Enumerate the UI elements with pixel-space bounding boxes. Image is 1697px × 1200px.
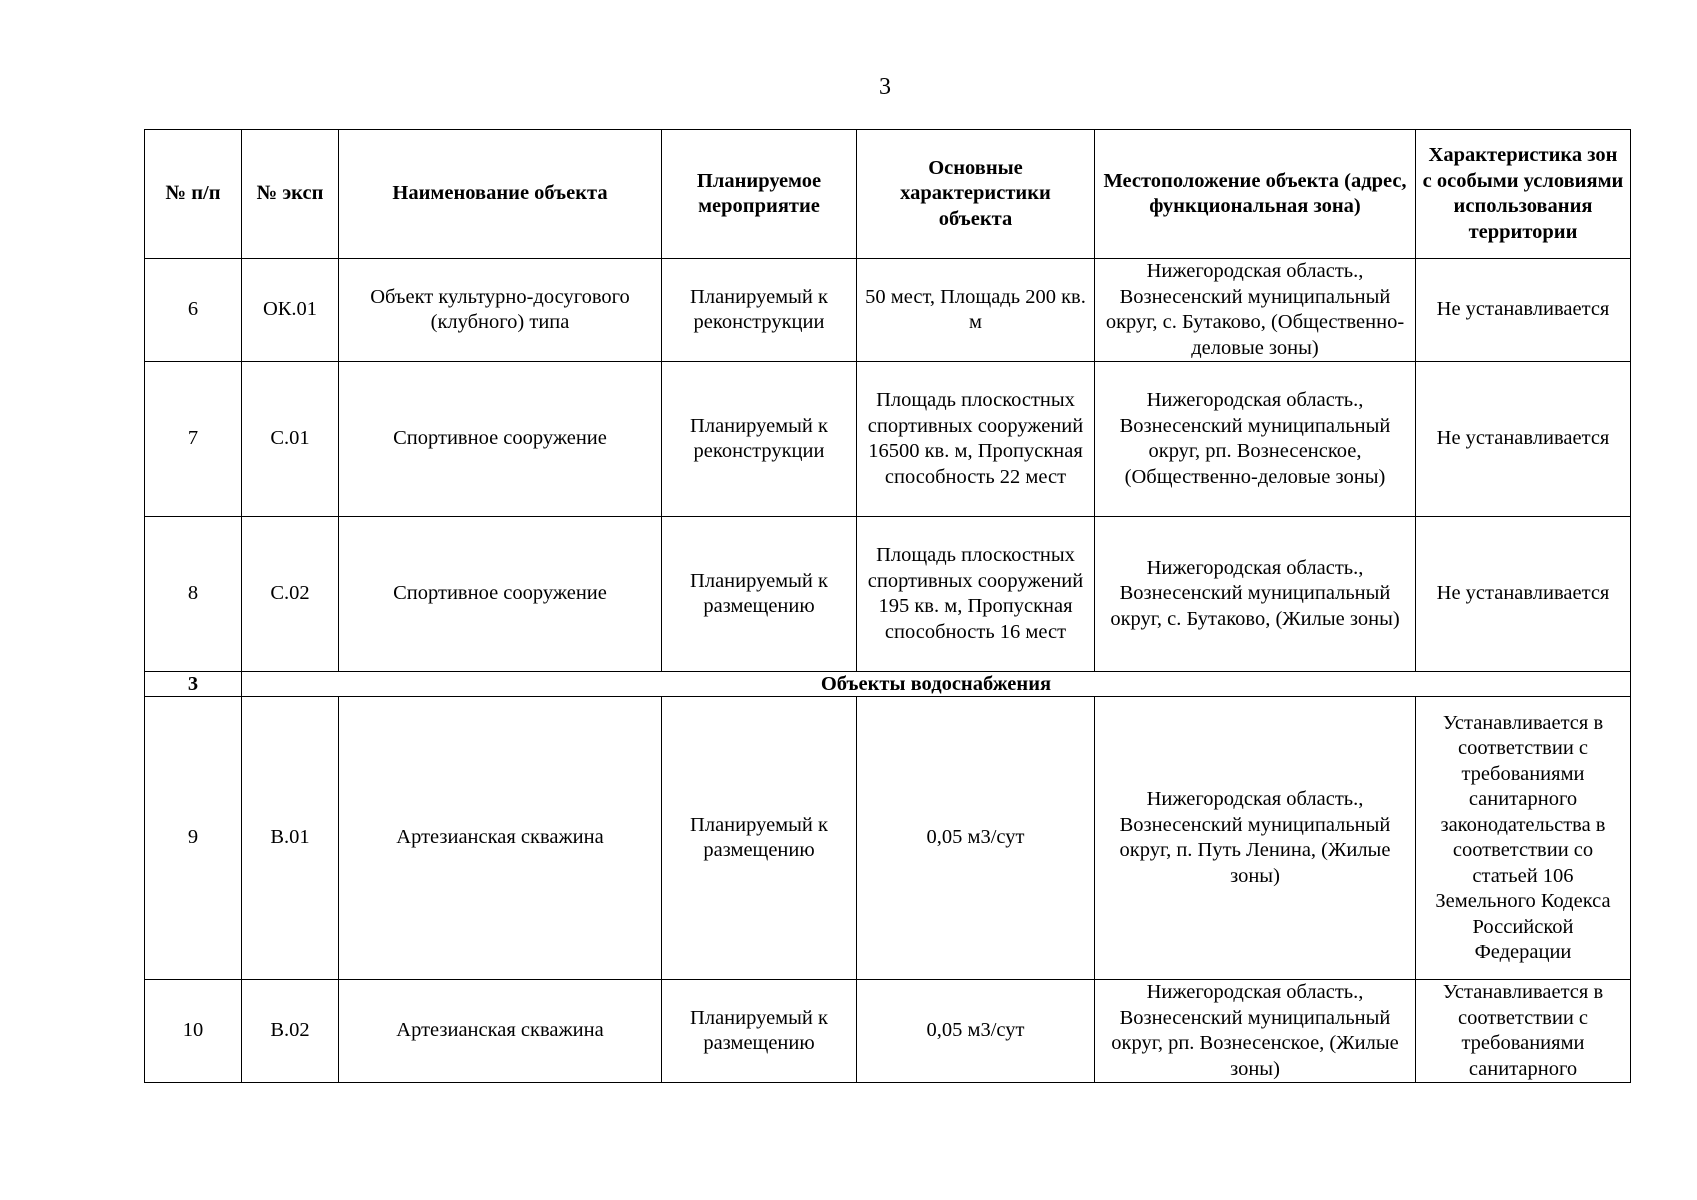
table-row	[145, 517, 1631, 672]
table-row	[145, 259, 1631, 362]
cell-code: В.01	[242, 697, 339, 980]
cell-location: Нижегородская область., Вознесенский муниципальный округ, с. Бутаково, (Общественно-деловые зоны)	[1095, 259, 1416, 362]
cell-specs: 0,05 м3/сут	[857, 697, 1095, 980]
cell-num: 6	[145, 259, 242, 362]
cell-zones: Устанавливается в соответствии с требованиями санитарного законодательства в соответствии со статьей 106 Земельного Кодекса Российской Федерации	[1416, 697, 1631, 980]
cell-specs: 50 мест, Площадь 200 кв. м	[857, 259, 1095, 362]
header-action: Планируемое мероприятие	[662, 130, 857, 259]
cell-num: 7	[145, 362, 242, 517]
cell-num: 8	[145, 517, 242, 672]
cell-name: Спортивное сооружение	[339, 362, 662, 517]
cell-location: Нижегородская область., Вознесенский муниципальный округ, рп. Вознесенское, (Общественно-деловые зоны)	[1095, 362, 1416, 517]
cell-action: Планируемый к размещению	[662, 697, 857, 980]
cell-action: Планируемый к размещению	[662, 517, 857, 672]
section-title: Объекты водоснабжения	[242, 672, 1631, 697]
cell-action: Планируемый к реконструкции	[662, 259, 857, 362]
header-zones: Характеристика зон с особыми условиями использования территории	[1416, 130, 1631, 259]
cell-location: Нижегородская область., Вознесенский муниципальный округ, п. Путь Ленина, (Жилые зоны)	[1095, 697, 1416, 980]
cell-name: Объект культурно-досугового (клубного) типа	[339, 259, 662, 362]
cell-location: Нижегородская область., Вознесенский муниципальный округ, с. Бутаково, (Жилые зоны)	[1095, 517, 1416, 672]
table-header-row	[145, 130, 1631, 259]
cell-code: С.01	[242, 362, 339, 517]
header-name: Наименование объекта	[339, 130, 662, 259]
page-number: 3	[879, 74, 891, 100]
cell-name: Артезианская скважина	[339, 697, 662, 980]
cell-specs: 0,05 м3/сут	[857, 980, 1095, 1083]
header-specs: Основные характеристики объекта	[857, 130, 1095, 259]
header-num: № п/п	[145, 130, 242, 259]
section-row	[145, 672, 1631, 697]
cell-name: Артезианская скважина	[339, 980, 662, 1083]
header-code: № эксп	[242, 130, 339, 259]
cell-code: В.02	[242, 980, 339, 1083]
cell-specs: Площадь плоскостных спортивных сооружений 16500 кв. м, Пропускная способность 22 мест	[857, 362, 1095, 517]
cell-code: ОК.01	[242, 259, 339, 362]
table-row	[145, 697, 1631, 980]
cell-num: 9	[145, 697, 242, 980]
header-location: Местоположение объекта (адрес, функциональная зона)	[1095, 130, 1416, 259]
section-num: 3	[145, 672, 242, 697]
cell-zones: Устанавливается в соответствии с требованиями санитарного	[1416, 980, 1631, 1083]
cell-zones: Не устанавливается	[1416, 517, 1631, 672]
table-row	[145, 980, 1631, 1083]
cell-specs: Площадь плоскостных спортивных сооружений 195 кв. м, Пропускная способность 16 мест	[857, 517, 1095, 672]
cell-name: Спортивное сооружение	[339, 517, 662, 672]
objects-table	[144, 129, 1631, 1083]
cell-action: Планируемый к реконструкции	[662, 362, 857, 517]
cell-location: Нижегородская область., Вознесенский муниципальный округ, рп. Вознесенское, (Жилые зоны)	[1095, 980, 1416, 1083]
table-row	[145, 362, 1631, 517]
cell-code: С.02	[242, 517, 339, 672]
cell-num: 10	[145, 980, 242, 1083]
cell-zones: Не устанавливается	[1416, 362, 1631, 517]
cell-zones: Не устанавливается	[1416, 259, 1631, 362]
cell-action: Планируемый к размещению	[662, 980, 857, 1083]
